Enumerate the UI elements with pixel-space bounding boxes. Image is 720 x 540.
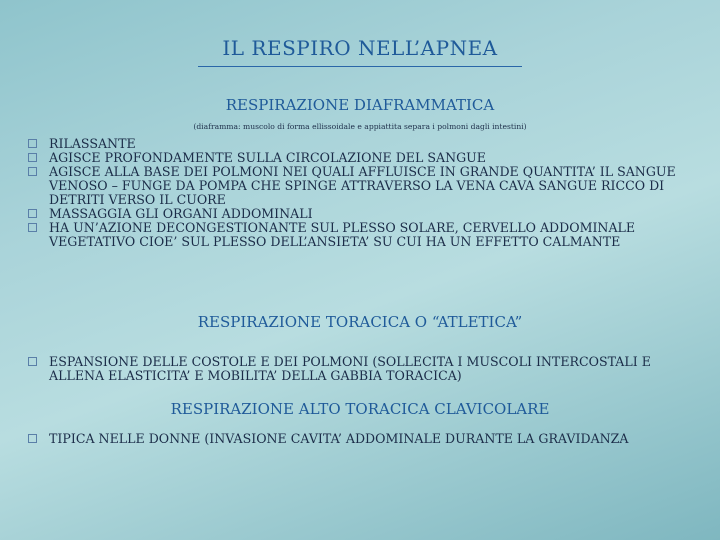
checkbox-bullet-icon — [28, 153, 37, 162]
list-item: AGISCE PROFONDAMENTE SULLA CIRCOLAZIONE DEL SANGUE — [28, 151, 688, 165]
list-toracica — [28, 355, 688, 383]
checkbox-bullet-icon — [28, 223, 37, 232]
slide-title: IL RESPIRO NELL’APNEA — [222, 36, 498, 60]
section-heading-clavicolare: RESPIRAZIONE ALTO TORACICA CLAVICOLARE — [170, 400, 550, 418]
checkbox-bullet-icon — [28, 209, 37, 218]
list-diaframmatica — [28, 137, 688, 249]
section-heading-toracica: RESPIRAZIONE TORACICA O “ATLETICA” — [197, 313, 523, 331]
list-item: AGISCE ALLA BASE DEI POLMONI NEI QUALI AFFLUISCE IN GRANDE QUANTITA’ IL SANGUE VENOSO – FUNGE DA POMPA CHE SPINGE ATTRAVERSO LA VENA CAVA SANGUE RICCO DI DETRITI VERSO IL CUORE — [28, 165, 688, 207]
list-item: RILASSANTE — [28, 137, 688, 151]
title-underline — [198, 66, 522, 67]
list-item: TIPICA NELLE DONNE (INVASIONE CAVITA’ ADDOMINALE DURANTE LA GRAVIDANZA — [28, 432, 688, 446]
checkbox-bullet-icon — [28, 357, 37, 366]
checkbox-bullet-icon — [28, 167, 37, 176]
section-subtitle-diaframma: (diaframma: muscolo di forma ellissoidale e appiattita separa i polmoni dagli intestini) — [193, 122, 527, 131]
list-clavicolare — [28, 432, 688, 446]
list-item: HA UN’AZIONE DECONGESTIONANTE SUL PLESSO SOLARE, CERVELLO ADDOMINALE VEGETATIVO CIOE’ SUL PLESSO DELL’ANSIETA’ SU CUI HA UN EFFETTO CALMANTE — [28, 221, 688, 249]
list-item: MASSAGGIA GLI ORGANI ADDOMINALI — [28, 207, 688, 221]
checkbox-bullet-icon — [28, 434, 37, 443]
section-heading-diaframmatica: RESPIRAZIONE DIAFRAMMATICA — [225, 96, 495, 114]
checkbox-bullet-icon — [28, 139, 37, 148]
list-item: ESPANSIONE DELLE COSTOLE E DEI POLMONI (SOLLECITA I MUSCOLI INTERCOSTALI E ALLENA ELASTICITA’ E MOBILITA’ DELLA GABBIA TORACICA) — [28, 355, 688, 383]
